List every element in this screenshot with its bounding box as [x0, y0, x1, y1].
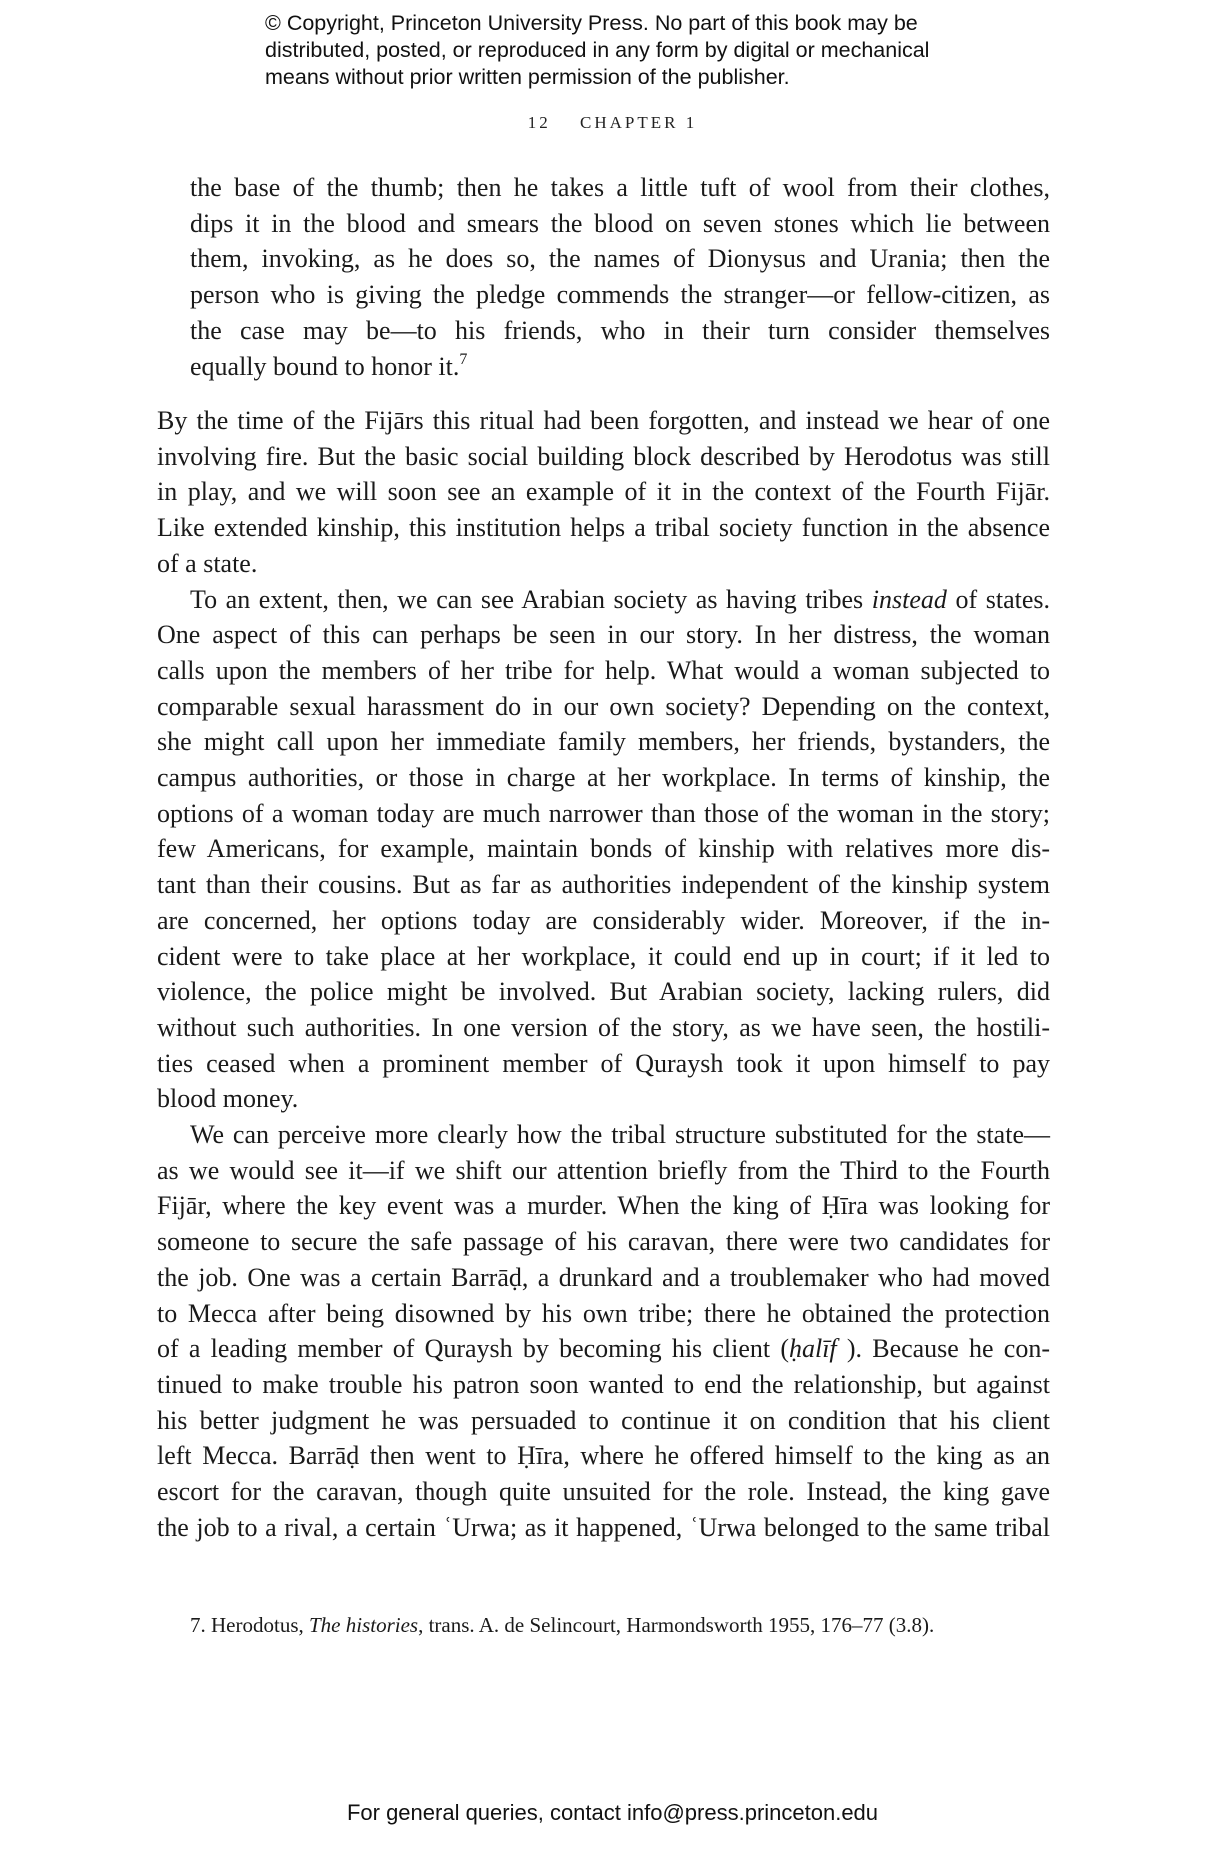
text-line: without such authorities. In one version of the story, as we have seen, the hostili- — [157, 1012, 1050, 1042]
text-line: in play, and we will soon see an example of it in the context of the Fourth Fijār. — [157, 477, 1050, 507]
chapter-label: CHAPTER 1 — [580, 113, 698, 132]
text-run: of a leading member of Quraysh by becoming his client ( — [157, 1334, 789, 1364]
text-line: are concerned, her options today are considerably wider. Moreover, if the in- — [157, 905, 1050, 935]
text-line: tinued to make trouble his patron soon wanted to end the relationship, but against — [157, 1369, 1050, 1399]
footnote-text: , trans. A. de Selincourt, Harmondsworth 1955, 176–77 (3.8). — [418, 1613, 935, 1637]
text-line: few Americans, for example, maintain bonds of kinship with relatives more dis- — [157, 834, 1050, 864]
paragraph-first-line: We can perceive more clearly how the tribal structure substituted for the state— — [190, 1120, 1050, 1150]
footnote-ref[interactable]: 7 — [459, 350, 468, 368]
text-line: left Mecca. Barrāḍ then went to Ḥīra, where he offered himself to the king as an — [157, 1441, 1050, 1471]
text-line: his better judgment he was persuaded to continue it on condition that his client — [157, 1405, 1050, 1435]
text-line: Fijār, where the key event was a murder. When the king of Ḥīra was looking for — [157, 1191, 1050, 1221]
contact-line: For general queries, contact info@press.princeton.edu — [346, 1800, 879, 1825]
text-run: of states. — [946, 584, 1050, 614]
quote-line-text: equally bound to honor it. — [190, 351, 460, 381]
text-line: involving fire. But the basic social building block described by Herodotus was still — [157, 441, 1050, 471]
text-line: of a state. — [157, 548, 258, 578]
italic-run: ḥalīf — [788, 1334, 837, 1364]
quote-line: the base of the thumb; then he takes a little tuft of wool from their clothes, — [190, 173, 1050, 202]
text-run: ). Because he con- — [836, 1334, 1050, 1364]
paragraph-first-line — [157, 582, 1050, 618]
running-head — [0, 113, 1225, 133]
body-text — [157, 403, 1050, 1546]
text-line: By the time of the Fijārs this ritual had been forgotten, and instead we hear of one — [157, 406, 1050, 435]
text-line: options of a woman today are much narrower than those of the woman in the story; — [157, 798, 1050, 828]
copyright-line: © Copyright, Princeton University Press. No part of this book may be — [265, 11, 918, 35]
text-line: she might call upon her immediate family members, her friends, bystanders, the — [157, 727, 1050, 757]
text-line: as we would see it—if we shift our attention briefly from the Third to the Fourth — [157, 1155, 1050, 1185]
text-line: Like extended kinship, this institution helps a tribal society function in the absence — [157, 513, 1050, 543]
text-run: To an extent, then, we can see Arabian society as having tribes — [190, 584, 872, 614]
text-line: the job to a rival, a certain ʿUrwa; as it happened, ʿUrwa belonged to the same tribal — [157, 1512, 1050, 1542]
footnote — [190, 1611, 1050, 1639]
footnote-text: 7. Herodotus, — [190, 1613, 309, 1637]
block-quote — [190, 170, 1050, 384]
italic-run: instead — [871, 584, 947, 614]
text-line: campus authorities, or those in charge at her workplace. In terms of kinship, the — [157, 763, 1050, 793]
quote-line: person who is giving the pledge commends the stranger—or fellow-citizen, as — [190, 280, 1050, 310]
copyright-line: distributed, posted, or reproduced in any form by digital or mechanical — [265, 38, 930, 62]
text-line — [157, 1331, 1050, 1367]
footnote-title: The histories — [309, 1613, 419, 1637]
copyright-line: means without prior written permission of the publisher. — [265, 65, 790, 89]
text-line: the job. One was a certain Barrāḍ, a drunkard and a troublemaker who had moved — [157, 1262, 1050, 1292]
text-line: someone to secure the safe passage of his caravan, there were two candidates for — [157, 1227, 1050, 1257]
text-line: blood money. — [157, 1084, 299, 1114]
text-line: ties ceased when a prominent member of Quraysh took it upon himself to pay — [157, 1048, 1050, 1078]
page-number: 12 — [527, 113, 551, 132]
copyright-notice — [265, 10, 985, 91]
quote-last-line — [190, 349, 1050, 385]
text-line: One aspect of this can perhaps be seen in our story. In her distress, the woman — [157, 620, 1050, 650]
text-line: calls upon the members of her tribe for help. What would a woman subjected to — [157, 655, 1050, 685]
text-line: escort for the caravan, though quite unsuited for the role. Instead, the king gave — [157, 1477, 1050, 1507]
text-line: comparable sexual harassment do in our own society? Depending on the context, — [157, 691, 1050, 721]
quote-line: dips it in the blood and smears the blood on seven stones which lie between — [190, 208, 1050, 238]
text-line: cident were to take place at her workplace, it could end up in court; if it led to — [157, 941, 1050, 971]
quote-line: them, invoking, as he does so, the names of Dionysus and Urania; then the — [190, 244, 1050, 274]
text-line: to Mecca after being disowned by his own tribe; there he obtained the protection — [157, 1298, 1050, 1328]
text-line: tant than their cousins. But as far as authorities independent of the kinship system — [157, 870, 1050, 900]
quote-line: the case may be—to his friends, who in their turn consider themselves — [190, 315, 1050, 345]
text-line: violence, the police might be involved. But Arabian society, lacking rulers, did — [157, 977, 1050, 1007]
